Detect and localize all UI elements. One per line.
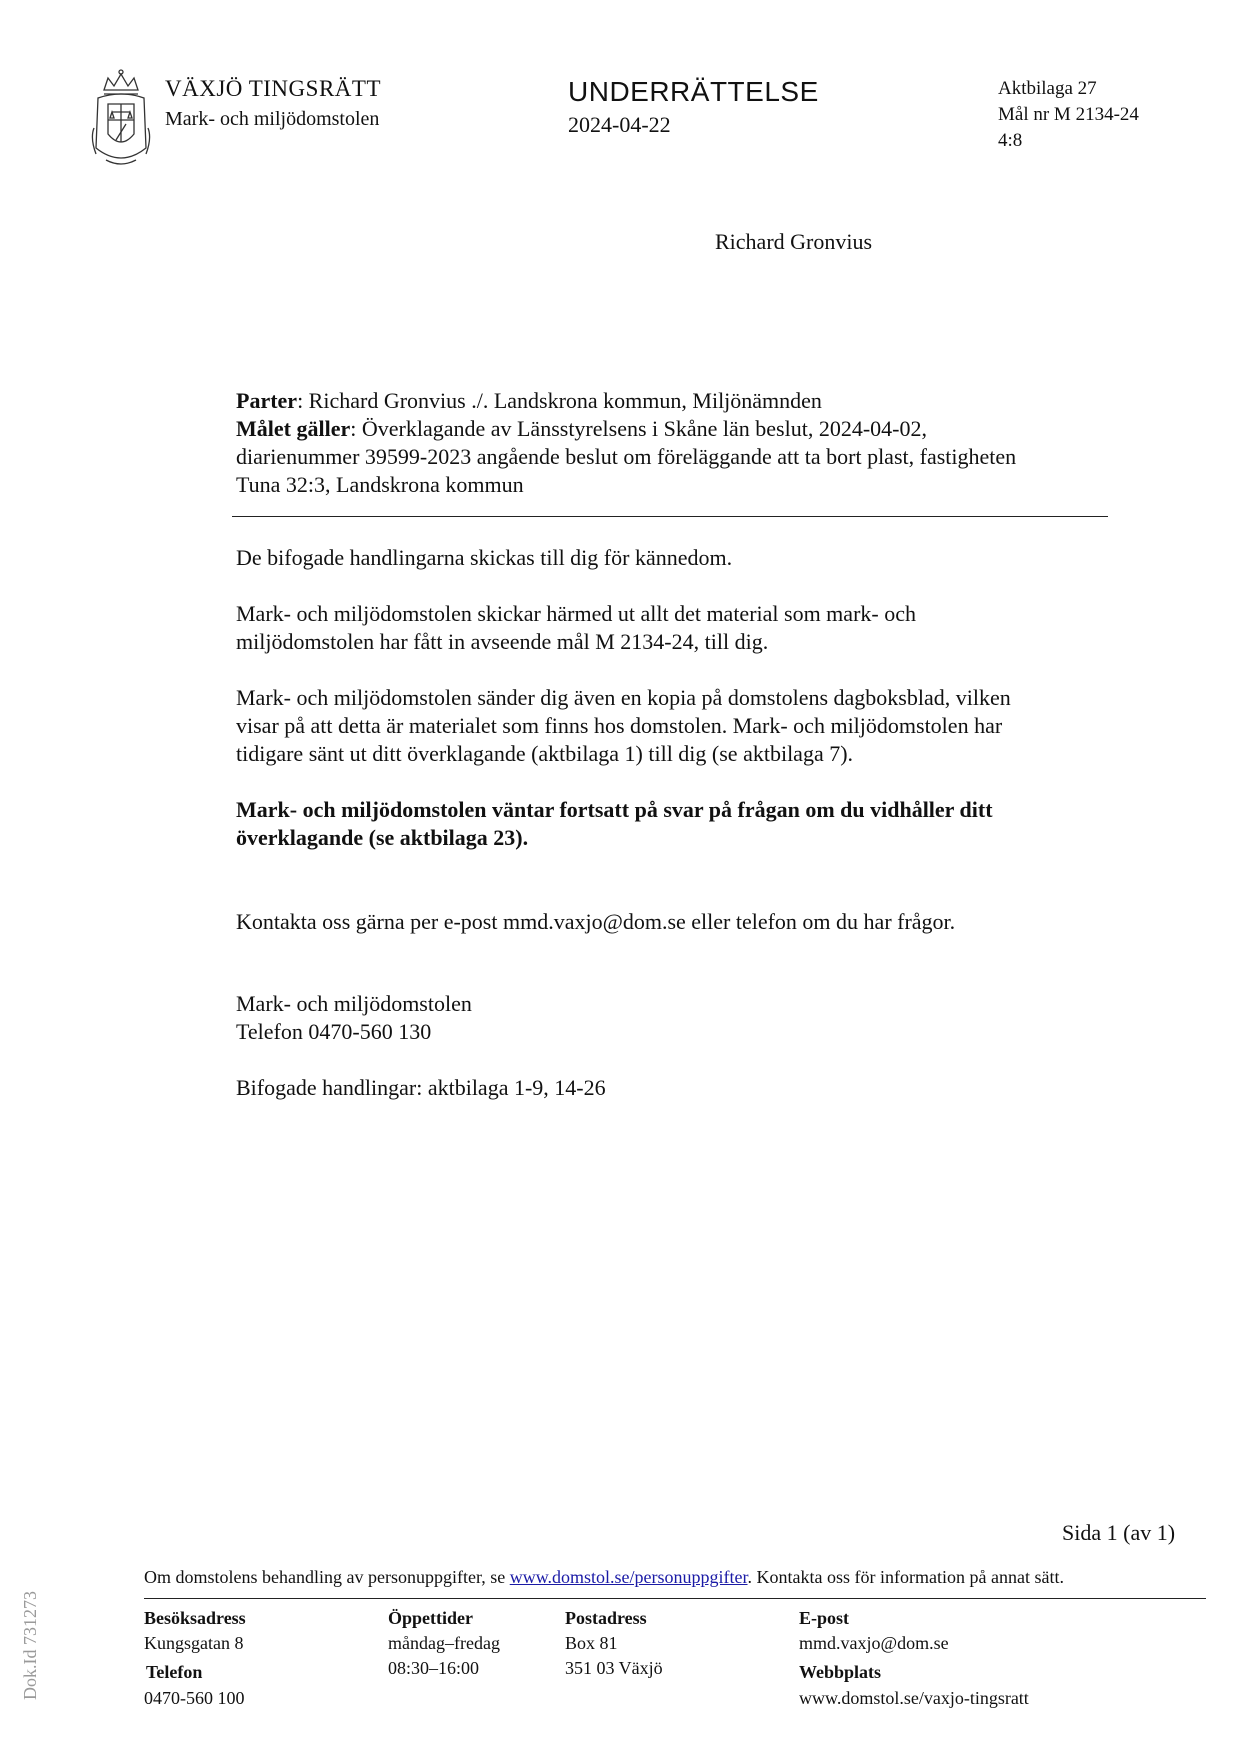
paragraph-material-line-1: Mark- och miljödomstolen skickar härmed ut allt det material som mark- och (236, 601, 916, 626)
paragraph-copy-line-3: tidigare sänt ut ditt överklagande (aktbilaga 1) till dig (se aktbilaga 7). (236, 741, 854, 766)
paragraph-contact: Kontakta oss gärna per e-post mmd.vaxjo@dom.se eller telefon om du har frågor. (236, 909, 956, 934)
postal-address-box: Box 81 (565, 1633, 618, 1653)
phone-value: 0470-560 100 (144, 1688, 245, 1708)
parties-text: : Richard Gronvius ./. Landskrona kommun, Miljönämnden (297, 388, 822, 413)
court-division: Mark- och miljödomstolen (165, 108, 380, 130)
subject-label: Målet gäller (236, 416, 351, 441)
case-subject (236, 416, 927, 442)
privacy-prefix: Om domstolens behandling av personuppgifter, se (144, 1567, 510, 1587)
postal-address-label: Postadress (565, 1608, 647, 1628)
subject-text-line-2: diarienummer 39599-2023 angående beslut om föreläggande att ta bort plast, fastigheten (236, 444, 1017, 469)
privacy-suffix: . Kontakta oss för information på annat sätt. (747, 1567, 1064, 1587)
privacy-link[interactable]: www.domstol.se/personuppgifter (509, 1567, 748, 1587)
visit-address-value: Kungsgatan 8 (144, 1633, 244, 1653)
paragraph-intro: De bifogade handlingarna skickas till dig för kännedom. (236, 545, 733, 570)
attachments-list: Bifogade handlingar: aktbilaga 1-9, 14-26 (236, 1075, 606, 1100)
paragraph-copy-line-2: visar på att detta är materialet som finns hos domstolen. Mark- och miljödomstolen har (236, 713, 1003, 738)
signature-phone: Telefon 0470-560 130 (236, 1019, 432, 1044)
visit-address-label: Besöksadress (144, 1608, 246, 1628)
paragraph-waiting-line-1: Mark- och miljödomstolen väntar fortsatt på svar på frågan om du vidhåller ditt (236, 797, 993, 822)
paragraph-waiting-line-2: överklagande (se aktbilaga 23). (236, 825, 529, 850)
document-type-title: UNDERRÄTTELSE (568, 76, 819, 107)
page-number: Sida 1 (av 1) (1062, 1520, 1176, 1545)
case-divider (232, 516, 1108, 517)
case-parties (236, 388, 822, 414)
parties-label: Parter (236, 388, 298, 413)
privacy-notice (144, 1567, 1064, 1588)
subject-text-line-1: : Överklagande av Länsstyrelsens i Skåne län beslut, 2024-04-02, (350, 416, 927, 441)
paragraph-copy-line-1: Mark- och miljödomstolen sänder dig även en kopia på domstolens dagboksblad, vilken (236, 685, 1011, 710)
document-date: 2024-04-22 (568, 112, 671, 137)
court-crest-icon (90, 68, 152, 172)
paragraph-material-line-2: miljödomstolen har fått in avseende mål M 2134-24, till dig. (236, 629, 769, 654)
opening-hours-label: Öppettider (388, 1608, 473, 1628)
footer-divider (144, 1598, 1206, 1599)
reference-case-number: Mål nr M 2134-24 (998, 104, 1139, 125)
phone-label: Telefon (146, 1662, 203, 1682)
recipient-name: Richard Gronvius (715, 229, 873, 254)
reference-aktbilaga: Aktbilaga 27 (998, 78, 1097, 99)
opening-hours-time: 08:30–16:00 (388, 1658, 480, 1678)
email-label: E-post (799, 1608, 850, 1628)
document-id: Dok.Id 731273 (20, 1591, 40, 1700)
opening-hours-days: måndag–fredag (388, 1633, 500, 1653)
subject-text-line-3: Tuna 32:3, Landskrona kommun (236, 472, 524, 497)
postal-address-city: 351 03 Växjö (565, 1658, 663, 1678)
website-label: Webbplats (799, 1662, 882, 1682)
court-name: VÄXJÖ TINGSRÄTT (165, 76, 381, 101)
reference-unit: 4:8 (998, 130, 1023, 151)
website-value[interactable]: www.domstol.se/vaxjo-tingsratt (799, 1688, 1029, 1708)
signature-court: Mark- och miljödomstolen (236, 991, 472, 1016)
email-value[interactable]: mmd.vaxjo@dom.se (799, 1633, 949, 1653)
